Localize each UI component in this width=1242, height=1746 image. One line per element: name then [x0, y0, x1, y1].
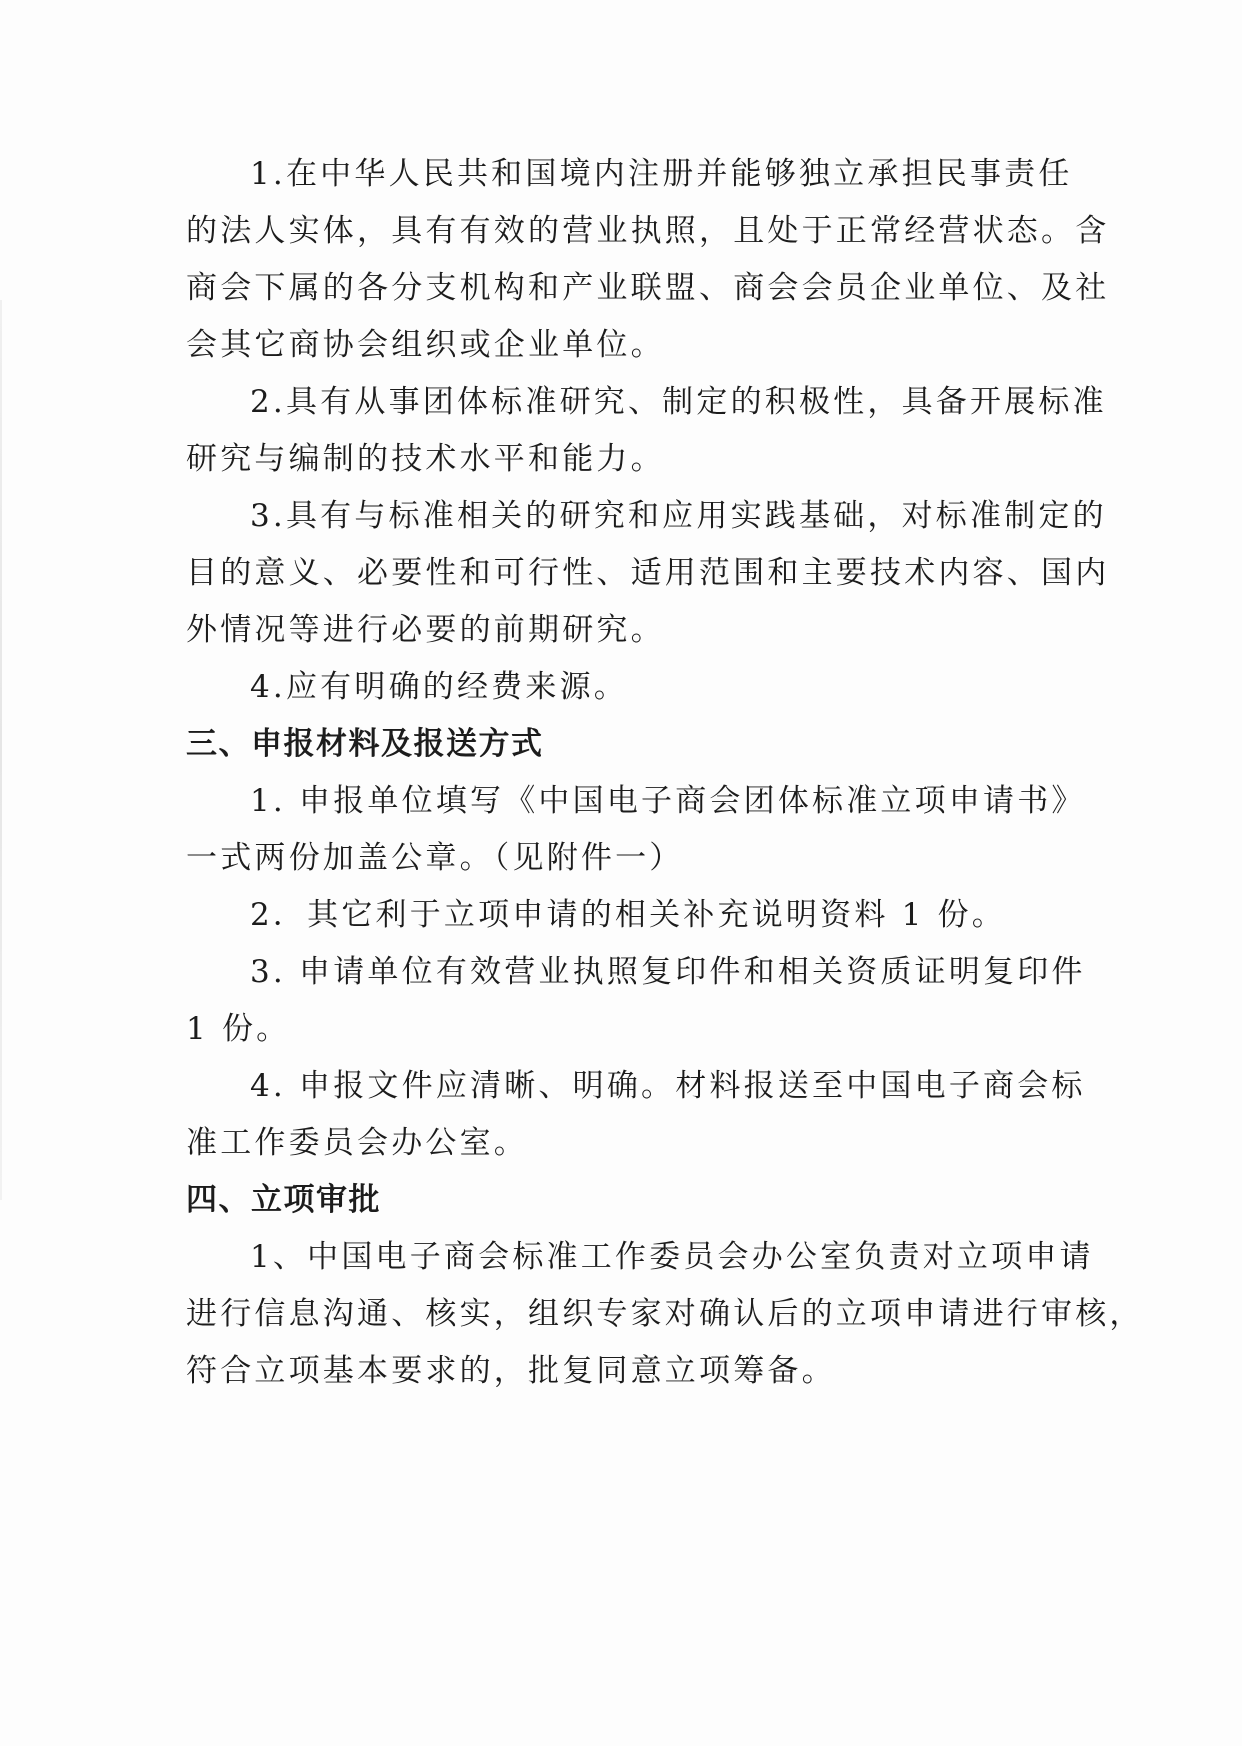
- paragraph-line: 4. 申报文件应清晰、明确。材料报送至中国电子商会标: [250, 1068, 1086, 1104]
- paragraph-line: 外情况等进行必要的前期研究。: [186, 612, 665, 648]
- scan-edge-shadow: [0, 300, 2, 1200]
- paragraph-line: 准工作委员会办公室。: [186, 1125, 528, 1161]
- paragraph-line: 2．其它利于立项申请的相关补充说明资料 1 份。: [250, 897, 1006, 933]
- section-heading: 三、申报材料及报送方式: [186, 726, 544, 762]
- paragraph-line: 进行信息沟通、核实，组织专家对确认后的立项申请进行审核，: [186, 1296, 1144, 1332]
- paragraph-line: 符合立项基本要求的，批复同意立项筹备。: [186, 1353, 836, 1389]
- paragraph-line: 商会下属的各分支机构和产业联盟、商会会员企业单位、及社: [186, 270, 1110, 306]
- paragraph-line: 3. 申请单位有效营业执照复印件和相关资质证明复印件: [250, 954, 1086, 990]
- paragraph-line: 1、中国电子商会标准工作委员会办公室负责对立项申请: [250, 1239, 1094, 1275]
- paragraph-line: 2.具有从事团体标准研究、制定的积极性，具备开展标准: [250, 384, 1107, 420]
- paragraph-line: 的法人实体，具有有效的营业执照，且处于正常经营状态。含: [186, 213, 1110, 249]
- paragraph-line: 会其它商协会组织或企业单位。: [186, 327, 665, 363]
- paragraph-line: 1 份。: [186, 1011, 291, 1047]
- paragraph-line: 4.应有明确的经费来源。: [250, 669, 628, 705]
- paragraph-line: 目的意义、必要性和可行性、适用范围和主要技术内容、国内: [186, 555, 1110, 591]
- paragraph-line: 1. 申报单位填写《中国电子商会团体标准立项申请书》: [250, 783, 1086, 819]
- paragraph-line: 1.在中华人民共和国境内注册并能够独立承担民事责任: [250, 156, 1073, 192]
- paragraph-line: 研究与编制的技术水平和能力。: [186, 441, 665, 477]
- paragraph-line: 一式两份加盖公章。（见附件一）: [186, 840, 684, 876]
- section-heading: 四、立项审批: [186, 1182, 381, 1218]
- paragraph-line: 3.具有与标准相关的研究和应用实践基础，对标准制定的: [250, 498, 1107, 534]
